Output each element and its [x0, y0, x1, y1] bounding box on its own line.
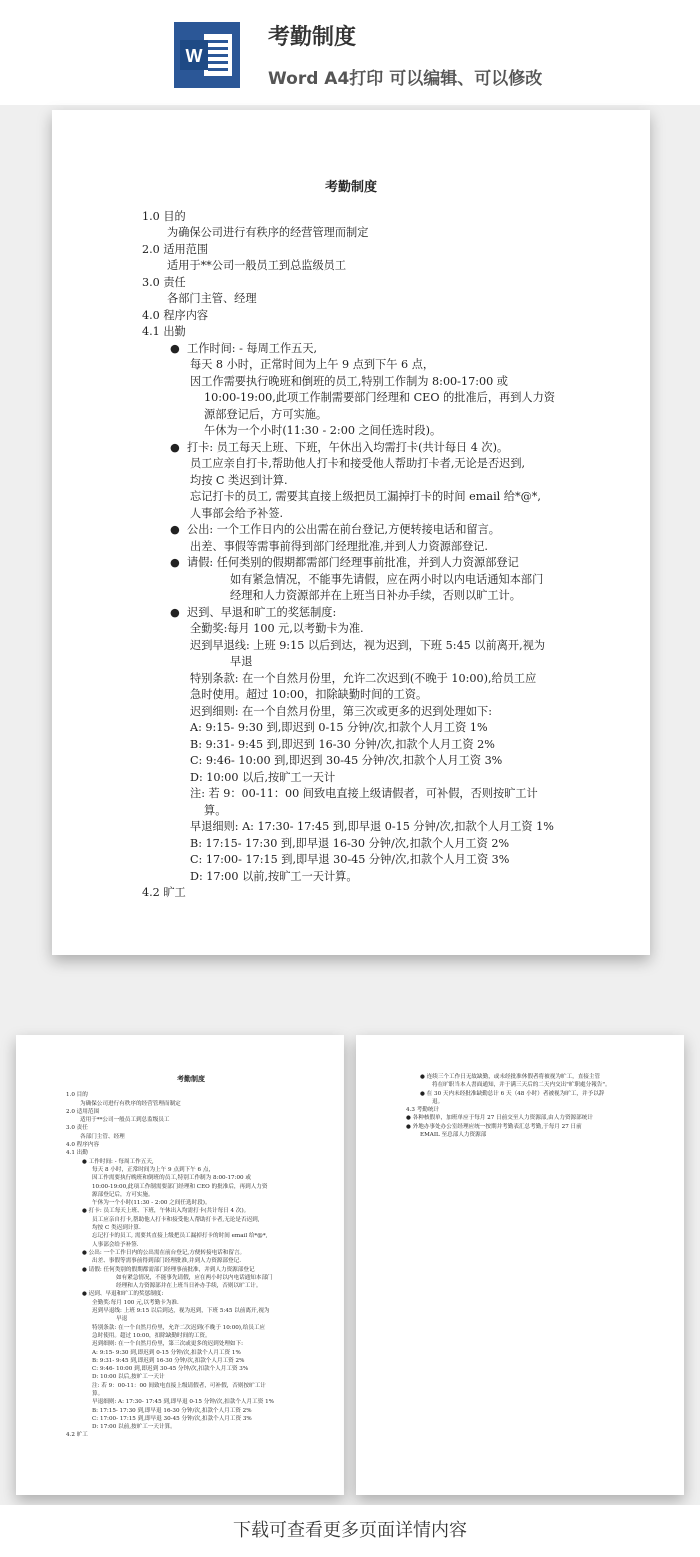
header — [0, 0, 700, 105]
document-line: 迟到早退线: 上班 9:15 以后到达，视为迟到，下班 5:45 以前离开,视为 — [92, 1308, 270, 1315]
document-line: ● 迟到、早退和旷工的奖惩制度: — [82, 1291, 164, 1298]
document-line: 为确保公司进行有秩序的经营管理而制定 — [80, 1100, 181, 1107]
document-line: 全勤奖:每月 100 元,以考勤卡为准. — [190, 622, 364, 635]
document-line — [142, 605, 582, 622]
bullet-text: 工作时间: - 每周工作五天, — [187, 341, 318, 355]
document-line: D: 10:00 以后,按旷工一天计 — [92, 1374, 165, 1381]
document-line: 4.2 旷工 — [142, 886, 186, 899]
thumbnail-page-1[interactable] — [16, 1035, 344, 1495]
document-line: B: 9:31- 9:45 到,即迟到 16-30 分钟/次,扣款个人月工资 2% — [190, 737, 495, 751]
document-line: EMAIL 至总部人力资源部 — [420, 1132, 487, 1139]
document-line: 急时使用。超过 10:00，扣除缺勤时间的工资。 — [190, 688, 428, 701]
document-line: 源部登记后，方可实施。 — [92, 1191, 154, 1198]
document-line: 全勤奖:每月 100 元,以考勤卡为准. — [92, 1299, 179, 1306]
document-line: 因工作需要执行晚班和倒班的员工,特别工作制为 8:00-17:00 或 — [190, 374, 508, 388]
document-line: 退。 — [432, 1098, 444, 1105]
document-line: A: 9:15- 9:30 到,即迟到 0-15 分钟/次,扣款个人月工资 1% — [92, 1349, 241, 1356]
document-line: 出差、事假等需事前得到部门经理批准,并到人力资源部登记. — [92, 1258, 241, 1265]
document-line: ● 各种核假单，加班单应于每月 27 日前交至人力资源部,由人力资源部统计 — [406, 1115, 593, 1122]
document-line: 早退细则: A: 17:30- 17:45 到,即早退 0-15 分钟/次,扣款个人月工资 1% — [92, 1399, 274, 1406]
document-line: 10:00-19:00,此项工作制需要部门经理和 CEO 的批准后，再到人力资 — [204, 391, 555, 404]
document-line: 注: 若 9：00-11：00 间致电直接上级请假者，可补假，否则按旷工计 — [190, 787, 538, 800]
document-line: 3.0 责任 — [66, 1125, 88, 1132]
document-line: A: 9:15- 9:30 到,即迟到 0-15 分钟/次,扣款个人月工资 1% — [190, 721, 488, 734]
document-line: 2.0 适用范围 — [142, 242, 209, 256]
document-line: 算。 — [204, 803, 227, 817]
document-line: 如有紧急情况，不能事先请假，应在两小时以内电话通知本部门 — [230, 572, 544, 586]
document-page-main — [52, 110, 650, 955]
document-line: 早退 — [230, 655, 253, 668]
bullet-icon: ● — [170, 605, 180, 619]
thumbnail-page-2-body — [406, 1073, 656, 1139]
document-line: 因工作需要执行晚班和倒班的员工,特别工作制为 8:00-17:00 或 — [92, 1175, 251, 1182]
document-title: 考勤制度 — [324, 180, 377, 195]
document-line: 1.0 目的 — [142, 209, 186, 223]
document-line: 为确保公司进行有秩序的经营管理而制定 — [167, 226, 369, 239]
document-line: 迟到细则: 在一个自然月份里，第三次或更多的迟到处理如下: — [92, 1341, 243, 1348]
document-line: 4.0 程序内容 — [66, 1142, 100, 1149]
document-line: ● 在 30 天内未经批准缺勤总计 6 天（48 小时）者被视为旷工，并予以辞 — [420, 1090, 605, 1097]
document-line: 人事部会给予补签. — [190, 506, 284, 520]
document-line: 适用于**公司一般员工到总监级员工 — [80, 1117, 170, 1124]
thumbnail-page-1-body — [66, 1075, 316, 1440]
bullet-text: 打卡: 员工每天上班、下班，午休出入均需打卡(共计每日 4 次)。 — [187, 440, 509, 454]
word-icon — [174, 22, 240, 88]
document-line: 经理和人力资源部并在上班当日补办手续，否则以旷工计。 — [230, 589, 521, 602]
document-line: 忘记打卡的员工, 需要其直接上级把员工漏掉打卡的时间 email 给*@*, — [92, 1233, 268, 1240]
document-line: 特别条款: 在一个自然月份里，允许二次迟到(不晚于 10:00),给员工应 — [92, 1324, 266, 1331]
document-line: 各部门主管、经理 — [80, 1133, 125, 1140]
document-line: ● 打卡: 员工每天上班、下班，午休出入均需打卡(共计每日 4 次)。 — [82, 1208, 250, 1215]
document-line: ● 请假: 任何类别的假期都需部门经理事前批准，并到人力资源部登记 — [82, 1266, 255, 1273]
page-title: 考勤制度 — [268, 25, 357, 50]
document-line: 午休为一个小时(11:30 - 2:00 之间任选时段)。 — [204, 424, 442, 437]
document-line: 午休为一个小时(11:30 - 2:00 之间任选时段)。 — [92, 1200, 211, 1207]
download-more-text[interactable]: 下载可查看更多页面详情内容 — [0, 1505, 700, 1557]
document-line: ● 工作时间: - 每周工作五天, — [82, 1158, 154, 1165]
document-line: 如有紧急情况，不能事先请假，应在两小时以内电话通知本部门 — [116, 1274, 273, 1281]
document-line: 经理和人力资源部并在上班当日补办手续，否则以旷工计。 — [116, 1283, 262, 1290]
bullet-icon: ● — [170, 440, 180, 454]
document-line: 急时使用。超过 10:00，扣除缺勤时间的工资。 — [92, 1332, 211, 1339]
thumbnail-title: 考勤制度 — [177, 1074, 205, 1083]
document-line: B: 17:15- 17:30 到,即早退 16-30 分钟/次,扣款个人月工资 2% — [92, 1407, 252, 1414]
document-line — [142, 555, 582, 572]
bullet-text: 请假: 任何类别的假期都需部门经理事前批准，并到人力资源部登记 — [187, 556, 519, 569]
document-line: 4.3 考勤统计 — [406, 1107, 440, 1114]
document-line: 4.0 程序内容 — [142, 308, 209, 322]
document-line: B: 17:15- 17:30 到,即早退 16-30 分钟/次,扣款个人月工资 2% — [190, 836, 510, 850]
document-line: 迟到细则: 在一个自然月份里，第三次或更多的迟到处理如下: — [190, 704, 492, 718]
document-line: 各部门主管、经理 — [167, 292, 257, 305]
document-line: 注: 若 9：00-11：00 间致电直接上级请假者，可补假，否则按旷工计 — [92, 1382, 266, 1389]
document-line: D: 10:00 以后,按旷工一天计 — [190, 770, 336, 784]
document-body — [142, 180, 582, 902]
document-line: 每天 8 小时，正常时间为上午 9 点到下午 6 点， — [190, 358, 435, 371]
document-line: 均按 C 类迟到计算. — [92, 1225, 141, 1232]
document-line — [142, 440, 582, 457]
document-line: 2.0 适用范围 — [66, 1108, 100, 1115]
document-line: 算。 — [92, 1390, 104, 1397]
document-line: 特别条款: 在一个自然月份里，允许二次迟到(不晚于 10:00),给员工应 — [190, 671, 537, 685]
document-line: 4.1 出勤 — [66, 1150, 88, 1157]
document-line: 早退 — [116, 1316, 128, 1323]
document-line: D: 17:00 以前,按旷工一天计算。 — [92, 1424, 176, 1431]
document-line: B: 9:31- 9:45 到,即迟到 16-30 分钟/次,扣款个人月工资 2% — [92, 1357, 245, 1364]
bullet-text: 公出: 一个工作日内的公出需在前台登记,方便转接电话和留言。 — [187, 523, 500, 536]
document-line — [142, 341, 582, 358]
document-line: C: 17:00- 17:15 到,即早退 30-45 分钟/次,扣款个人月工资 3% — [92, 1415, 252, 1422]
document-line: 3.0 责任 — [142, 275, 186, 289]
document-line: 出差、事假等需事前得到部门经理批准,并到人力资源部登记. — [190, 539, 488, 553]
document-line: 适用于**公司一般员工到总监级员工 — [167, 259, 347, 272]
document-line: C: 9:46- 10:00 到,即迟到 30-45 分钟/次,扣款个人月工资 3% — [92, 1366, 249, 1373]
document-line: ● 公出: 一个工作日内的公出需在前台登记,方便转接电话和留言。 — [82, 1249, 246, 1256]
bullet-icon: ● — [170, 556, 180, 569]
document-line: ● 外地办事处办公室经理应统一按期并考勤表汇总考勤,于每月 27 日前 — [406, 1123, 582, 1130]
document-line: 忘记打卡的员工, 需要其直接上级把员工漏掉打卡的时间 email 给*@*, — [190, 490, 541, 503]
document-line: 1.0 目的 — [66, 1092, 88, 1099]
word-icon-letter: W — [185, 46, 203, 66]
bullet-text: 迟到、早退和旷工的奖惩制度: — [187, 605, 337, 619]
document-line: C: 17:00- 17:15 到,即早退 30-45 分钟/次,扣款个人月工资 3% — [190, 853, 510, 866]
document-line: ● 连续三个工作日无故缺勤，或未经批准休假者将被视为旷工，直接主管 — [420, 1074, 601, 1080]
document-line: 4.2 旷工 — [66, 1432, 88, 1439]
document-line: 员工应亲自打卡,帮助他人打卡和接受他人帮助打卡者,无论是否迟到, — [190, 457, 526, 470]
document-line: 4.1 出勤 — [142, 325, 186, 338]
bullet-icon: ● — [170, 341, 180, 355]
page-subtitle: Word A4打印 可以编辑、可以修改 — [268, 69, 543, 89]
document-line: C: 9:46- 10:00 到,即迟到 30-45 分钟/次,扣款个人月工资 3% — [190, 754, 503, 767]
document-line: 源部登记后，方可实施。 — [204, 407, 328, 421]
bullet-icon: ● — [170, 523, 180, 536]
document-line: 人事部会给予补签. — [92, 1241, 139, 1248]
document-line: 早退细则: A: 17:30- 17:45 到,即早退 0-15 分钟/次,扣款个人月工资 1% — [190, 820, 554, 833]
document-line — [142, 522, 582, 539]
document-line: 10:00-19:00,此项工作制需要部门经理和 CEO 的批准后，再到人力资 — [92, 1183, 268, 1190]
document-line: D: 17:00 以前,按旷工一天计算。 — [190, 869, 358, 883]
document-line: 将在旷职当本人書面通知，并于满三天后的二天内交出"旷职處分報告"。 — [432, 1082, 611, 1089]
document-line: 员工应亲自打卡,帮助他人打卡和接受他人帮助打卡者,无论是否迟到, — [92, 1216, 260, 1223]
document-line: 每天 8 小时，正常时间为上午 9 点到下午 6 点， — [92, 1166, 215, 1173]
document-line: 均按 C 类迟到计算. — [190, 473, 288, 487]
thumbnail-page-2[interactable] — [356, 1035, 684, 1495]
document-line: 迟到早退线: 上班 9:15 以后到达，视为迟到，下班 5:45 以前离开,视为 — [190, 638, 546, 652]
